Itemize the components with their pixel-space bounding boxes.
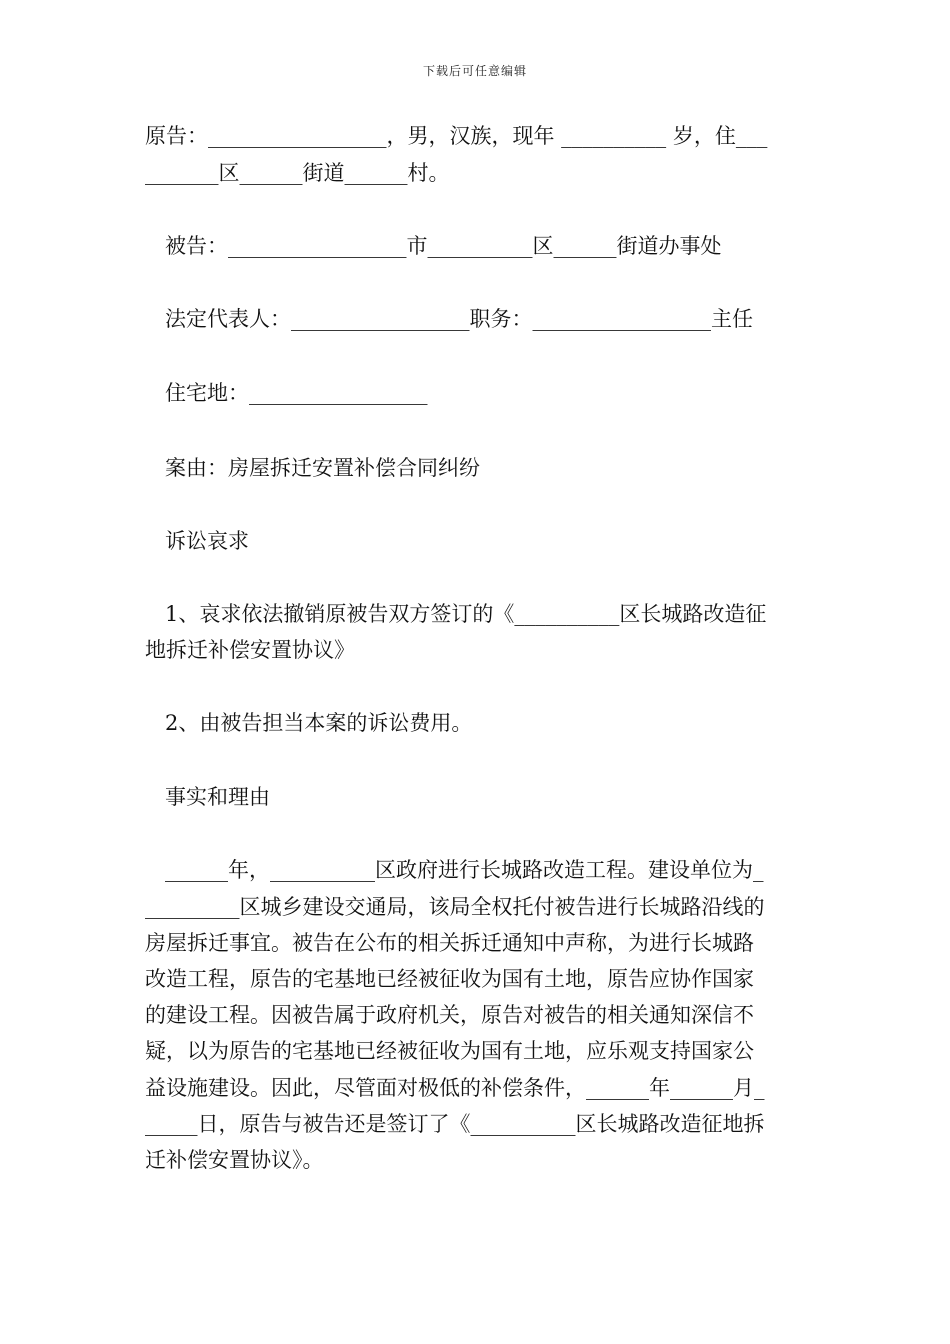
facts-line: 房屋拆迁事宜。被告在公布的相关拆迁通知中声称，为进行长城路 bbox=[145, 931, 754, 955]
facts-line: ______年，__________区政府进行长城路改造工程。建设单位为_ bbox=[165, 858, 764, 882]
facts-line: _________区城乡建设交通局，该局全权托付被告进行长城路沿线的 bbox=[145, 895, 765, 919]
claim-item-1-line-2: 地拆迁补偿安置协议》 bbox=[145, 638, 355, 662]
claims-heading: 诉讼哀求 bbox=[165, 529, 249, 553]
legal-representative-line: 法定代表人：_________________职务：_________________主任 bbox=[165, 307, 753, 331]
facts-line: 的建设工程。因被告属于政府机关，原告对被告的相关通知深信不 bbox=[145, 1003, 754, 1027]
claim-item-1-line-1: 1、哀求依法撤销原被告双方签订的《__________区长城路改造征 bbox=[165, 602, 767, 626]
facts-heading: 事实和理由 bbox=[165, 785, 270, 809]
case-cause-line: 案由：房屋拆迁安置补偿合同纠纷 bbox=[165, 456, 480, 480]
defendant-line: 被告：_________________市__________区______街道办事处 bbox=[165, 234, 722, 258]
facts-line: 迁补偿安置协议》。 bbox=[145, 1148, 324, 1172]
facts-line: 益设施建设。因此，尽管面对极低的补偿条件，______年______月_ bbox=[145, 1076, 765, 1100]
facts-line: 疑，以为原告的宅基地已经被征收为国有土地，应乐观支持国家公 bbox=[145, 1039, 754, 1063]
claim-item-2: 2、由被告担当本案的诉讼费用。 bbox=[165, 711, 473, 735]
facts-line: _____日，原告与被告还是签订了《__________区长城路改造征地拆 bbox=[145, 1112, 765, 1136]
page-header: 下载后可任意编辑 bbox=[422, 64, 527, 78]
residence-line: 住宅地：_________________ bbox=[165, 381, 428, 405]
plaintiff-line-2: _______区______街道______村。 bbox=[145, 161, 450, 185]
plaintiff-line-1: 原告：_________________，男，汉族，现年 __________ 岁，住___ bbox=[145, 124, 768, 148]
facts-line: 改造工程，原告的宅基地已经被征收为国有土地，原告应协作国家 bbox=[145, 967, 754, 991]
